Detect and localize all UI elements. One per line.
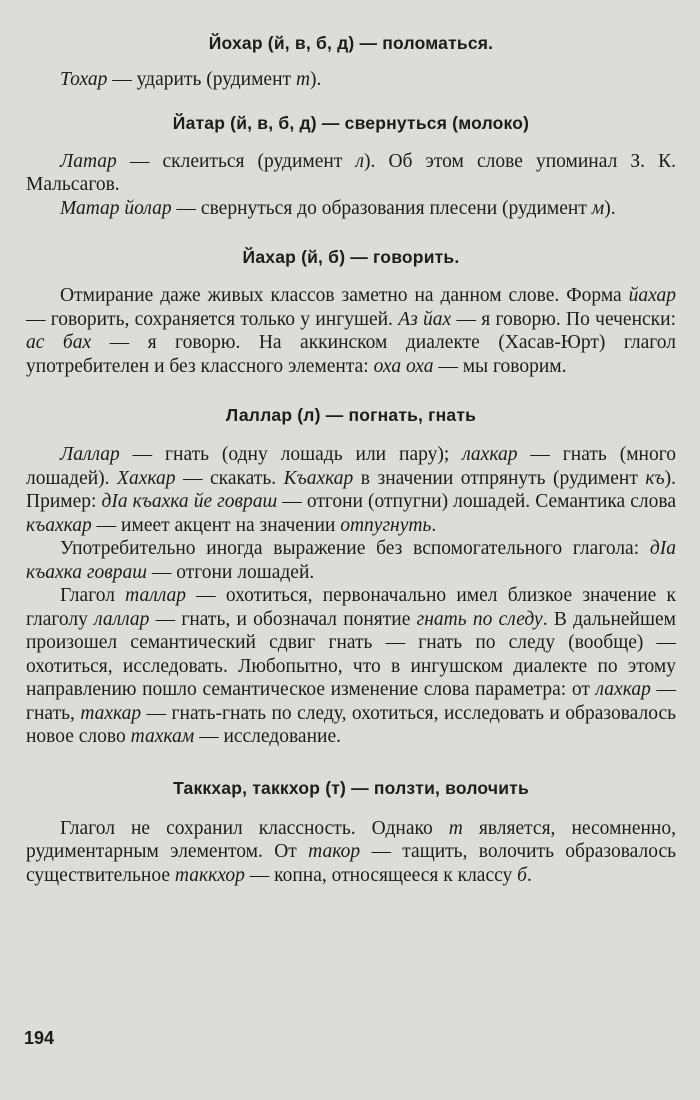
entry-paragraph [26, 584, 676, 749]
text-segment: Глагол не сохранил классность. Однако [60, 817, 449, 839]
text-segment: — исследование. [194, 726, 341, 747]
italic-term: тахкар [80, 702, 142, 724]
text-segment: — гнать (много лошадей). [26, 444, 676, 489]
entry-paragraph [26, 68, 676, 92]
entry-paragraph [26, 817, 676, 888]
entry-paragraph [26, 443, 676, 537]
italic-term: Хахкар [117, 467, 176, 489]
italic-term: оха оха [373, 355, 434, 377]
italic-term: лахкар [462, 444, 518, 465]
entry-heading: Йахар (й, б) — говорить. [242, 247, 460, 267]
entry-heading: Таккхар, таккхор (т) — ползти, волочить [173, 777, 529, 798]
text-segment: . [526, 864, 532, 886]
text-segment: — говорить, сохраняется только у ингушей. [26, 308, 399, 330]
italic-term: т [448, 817, 463, 839]
text-segment: . В дальнейшем произошел семантический сдвиг гнать — гнать по следу (вообще) — охотиться, исследовать. Любопытно, что в ингушском диалекте по этому направлению пошло семантическое изменение слова параметра: от [26, 608, 676, 700]
text-segment: — тащить, волочить образовалось существительное [26, 841, 677, 886]
italic-term: гнать по следу [416, 608, 543, 630]
italic-term: таллар [125, 585, 186, 606]
italic-term: лаллар [94, 608, 150, 630]
italic-term: л [355, 150, 364, 172]
entry-heading: Йохар (й, в, б, д) — поломаться. [208, 33, 494, 53]
italic-term: дIа къахка йе говраш [101, 491, 278, 512]
italic-term: такор [308, 841, 361, 862]
entry-paragraph [26, 537, 676, 584]
text-segment: является, несомненно, рудиментарным элементом. От [26, 817, 676, 862]
text-segment: — охотиться, первоначально имел близкое значение к глаголу [26, 585, 676, 630]
italic-term: Къахкар [283, 467, 354, 489]
italic-term: м [591, 197, 605, 219]
italic-term: йахар [628, 285, 676, 306]
italic-term: лахкар [595, 679, 651, 700]
dictionary-entries [26, 28, 676, 887]
italic-term: таккхор [174, 864, 245, 886]
page-number: 194 [24, 1028, 55, 1048]
text-segment: — мы говорим. [433, 355, 567, 377]
text-segment: ). [310, 69, 322, 90]
dictionary-entry [26, 108, 676, 221]
italic-term: дIа къахка говраш [26, 538, 676, 583]
text-segment: — я говорю. По чеченски: [451, 308, 676, 330]
italic-term: къахкар [26, 514, 92, 536]
dictionary-entry [26, 400, 676, 749]
entry-heading: Лаллар (л) — погнать, гнать [225, 405, 477, 425]
italic-term: ас бах [26, 332, 92, 353]
text-segment: — ударить (рудимент [107, 69, 296, 90]
italic-term: Аз йах [398, 308, 452, 330]
text-segment: — копна, относящееся к классу [244, 864, 518, 886]
italic-term: отпугнуть [340, 514, 432, 536]
text-segment: — гнать, и обозначал понятие [149, 608, 417, 630]
text-segment: Отмирание даже живых классов заметно на данном слове. Форма [60, 285, 629, 306]
text-segment: — гнать, [26, 679, 676, 724]
text-segment: — свернуться до образования плесени (рудимент [171, 197, 592, 219]
text-segment: Глагол [60, 585, 126, 606]
italic-term: Тохар [60, 69, 108, 90]
text-segment: — отгони (отпугни) лошадей. Семантика слова [277, 491, 676, 512]
text-segment: ). [604, 197, 616, 219]
text-segment: в значении отпрянуть (рудимент [353, 467, 646, 489]
dictionary-entry [26, 242, 676, 378]
text-segment: ). Пример: [26, 467, 677, 512]
entry-paragraph [26, 150, 676, 197]
text-segment: — гнать-гнать по следу, охотиться, исследовать и образовалось новое слово [26, 702, 676, 747]
italic-term: Матар йолар [60, 197, 172, 219]
italic-term: Латар [60, 150, 117, 172]
text-segment: — я говорю. На аккинском диалекте (Хасав-Юрт) глагол употребителен и без классного элемента: [26, 332, 676, 377]
italic-term: т [295, 69, 311, 90]
entry-paragraph [26, 284, 676, 378]
dictionary-entry [26, 28, 676, 92]
entry-heading: Йатар (й, в, б, д) — свернуться (молоко) [172, 112, 530, 133]
text-segment: — склеиться (рудимент [116, 150, 356, 172]
text-segment: ). Об этом слове упоминал З. К. Мальсагов. [26, 150, 677, 195]
italic-term: къ [645, 467, 665, 489]
text-segment: — скакать. [175, 467, 284, 489]
text-segment: — гнать (одну лошадь или пару); [119, 444, 463, 465]
entry-paragraph [26, 197, 676, 221]
italic-term: тахкам [130, 726, 195, 747]
text-segment: — имеет акцент на значении [91, 514, 341, 536]
dictionary-entry [26, 773, 676, 888]
italic-term: Лаллар [60, 444, 120, 465]
italic-term: б [517, 864, 527, 886]
text-segment: . [431, 514, 437, 536]
text-segment: Употребительно иногда выражение без вспомогательного глагола: [60, 538, 650, 559]
text-segment: — отгони лошадей. [146, 561, 315, 583]
